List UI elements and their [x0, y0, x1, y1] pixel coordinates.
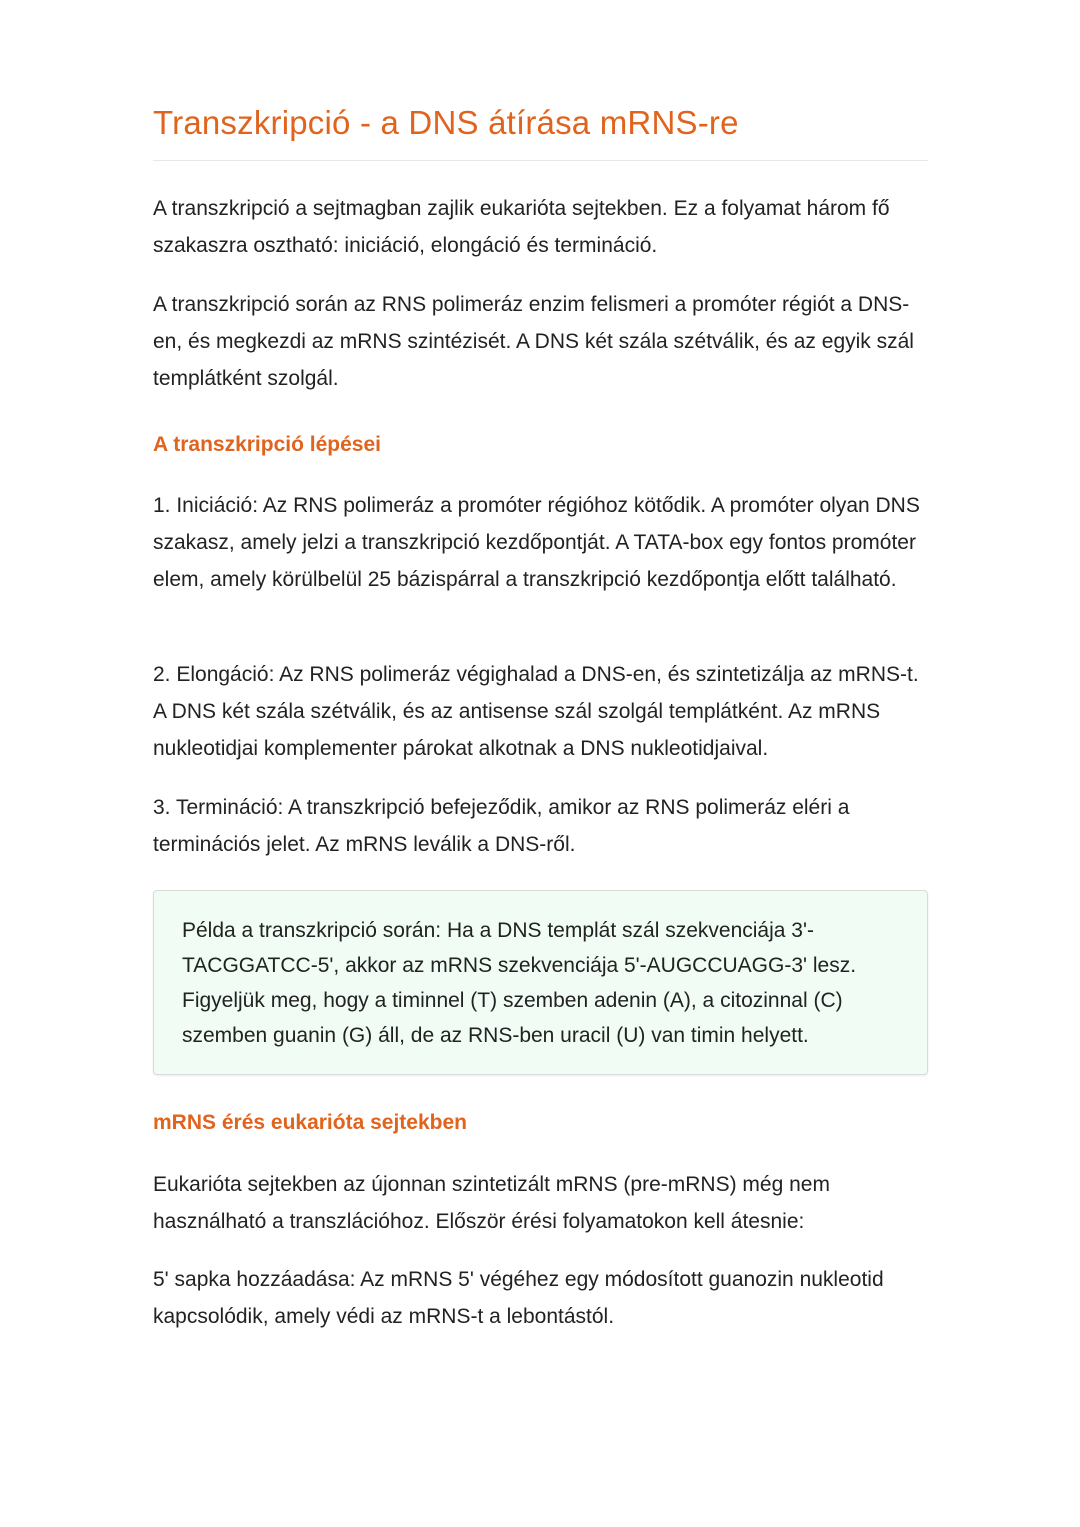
example-box — [153, 890, 928, 1075]
step-initiation: 1. Iniciáció: Az RNS polimeráz a promóter régióhoz kötődik. A promóter olyan DNS szakasz, amely jelzi a transzkripció kezdőpontját. A TATA-box egy fontos promóter elem, amely körülbelül 25 bázispárral a transzkripció kezdőpontja előtt található. — [153, 494, 920, 591]
section-heading-steps: A transzkripció lépései — [153, 433, 381, 456]
step-termination: 3. Termináció: A transzkripció befejeződik, amikor az RNS polimeráz eléri a terminációs jelet. Az mRNS leválik a DNS-ről. — [153, 796, 850, 856]
page-title: Transzkripció - a DNS átírása mRNS-re — [153, 104, 739, 141]
section-heading-maturation: mRNS érés eukarióta sejtekben — [153, 1111, 467, 1134]
intro-paragraph-1: A transzkripció a sejtmagban zajlik eukarióta sejtekben. Ez a folyamat három fő szakaszra osztható: iniciáció, elongáció és termináció. — [153, 197, 890, 257]
intro-paragraph-2: A transzkripció során az RNS polimeráz enzim felismeri a promóter régiót a DNS-en, és megkezdi az mRNS szintézisét. A DNS két szála szétválik, és az egyik szál templátként szolgál. — [153, 293, 914, 390]
step-elongation: 2. Elongáció: Az RNS polimeráz végighalad a DNS-en, és szintetizálja az mRNS-t. A DNS két szála szétválik, és az antisense szál szolgál templátként. Az mRNS nukleotidjai komplementer párokat alkotnak a DNS nukleotidjaival. — [153, 663, 919, 760]
maturation-paragraph-1: Eukarióta sejtekben az újonnan szintetizált mRNS (pre-mRNS) még nem használható a transzlációhoz. Először érési folyamatokon kell átesnie: — [153, 1173, 830, 1233]
maturation-paragraph-2: 5' sapka hozzáadása: Az mRNS 5' végéhez egy módosított guanozin nukleotid kapcsolódik, amely védi az mRNS-t a lebontástól. — [153, 1268, 884, 1328]
title-divider — [153, 160, 928, 161]
example-text: Példa a transzkripció során: Ha a DNS templát szál szekvenciája 3'-TACGGATCC-5', akkor az mRNS szekvenciája 5'-AUGCCUAGG-3' lesz. Figyeljük meg, hogy a timinnel (T) szemben adenin (A), a citozinnal (C) szemben guanin (G) áll, de az RNS-ben uracil (U) van timin helyett. — [182, 919, 857, 1047]
